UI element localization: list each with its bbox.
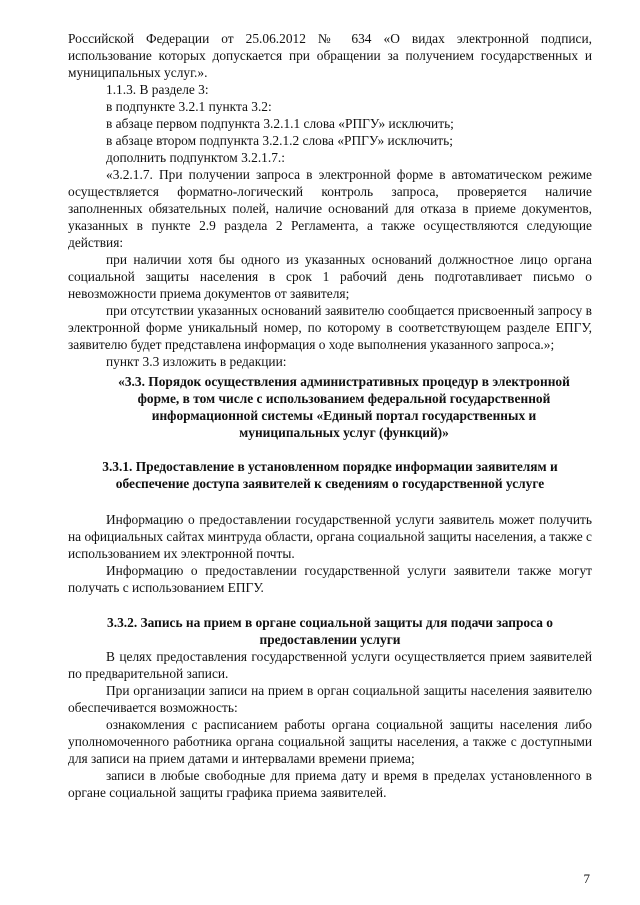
paragraph-3-2-1-1: в абзаце первом подпункта 3.2.1.1 слова «РПГУ» исключить; <box>106 116 454 131</box>
paragraph-appointment-possibility: При организации записи на прием в орган социальной защиты населения заявителю обеспечивается возможность: <box>68 683 592 715</box>
page-number: 7 <box>583 871 590 886</box>
spacer <box>68 492 592 511</box>
paragraph-info-sources: Информацию о предоставлении государственной услуги заявитель может получить на официальных сайтах минтруда области, органа социальной защиты населения, а также с использованием их электронной почты. <box>68 512 592 561</box>
paragraph-appointment: В целях предоставления государственной услуги осуществляется прием заявителей по предварительной записи. <box>68 649 592 681</box>
paragraph-clause-3-3: пункт 3.3 изложить в редакции: <box>106 354 287 369</box>
paragraph-3-2-1-2: в абзаце втором подпункта 3.2.1.2 слова «РПГУ» исключить; <box>106 133 453 148</box>
paragraph-3-2-1-7: «3.2.1.7. При получении запроса в электронной форме в автоматическом режиме осуществляется форматно-логический контроль запроса, проверяется наличие заполненных обязательных полей, наличие оснований для отказа в приеме документов, указанных в пункте 2.9 раздела 2 Регламента, а также осуществляются следующие действия: <box>68 167 592 250</box>
paragraph-free-slots: записи в любые свободные для приема дату и время в пределах установленного в органе социальной защиты графика приема заявителей. <box>68 768 592 800</box>
paragraph-section-3: 1.1.3. В разделе 3: <box>106 82 209 97</box>
paragraph-info-epgu: Информацию о предоставлении государственной услуги заявители также могут получать с использованием ЕПГУ. <box>68 563 592 595</box>
heading-3-3-1: 3.3.1. Предоставление в установленном порядке информации заявителям и обеспечение доступа заявителей к сведениям о государственной услуге <box>102 459 558 491</box>
paragraph-grounds-absent: при отсутствии указанных оснований заявителю сообщается присвоенный запросу в электронной форме уникальный номер, по которому в соответствующем разделе ЕПГУ, заявителю будет представлена информация о ходе выполнения указанного запроса.»; <box>68 303 592 352</box>
paragraph-grounds-present: при наличии хотя бы одного из указанных оснований должностное лицо органа социальной защиты населения в срок 1 рабочий день подготавливает письмо о невозможности приема документов от заявителя; <box>68 252 592 301</box>
heading-3-3-2: 3.3.2. Запись на прием в органе социальной защиты для подачи запроса о предоставлении услуги <box>107 615 553 647</box>
heading-3-3: «3.3. Порядок осуществления административных процедур в электронной форме, в том числе с использованием федеральной государственной информационной системы «Единый портал государственных и муниципальных услуг (функций)» <box>118 374 570 440</box>
paragraph-subclause-3-2-1: в подпункте 3.2.1 пункта 3.2: <box>106 99 272 114</box>
paragraph-schedule: ознакомления с расписанием работы органа социальной защиты населения либо уполномоченного работника органа социальной защиты населения, а также с доступными для записи на прием датами и интервалами времени приема; <box>68 717 592 766</box>
paragraph-signature-law: Российской Федерации от 25.06.2012 № 634 «О видах электронной подписи, использование которых допускается при обращении за получением государственных и муниципальных услуг.». <box>68 31 592 80</box>
paragraph-add-3-2-1-7: дополнить подпунктом 3.2.1.7.: <box>106 150 285 165</box>
